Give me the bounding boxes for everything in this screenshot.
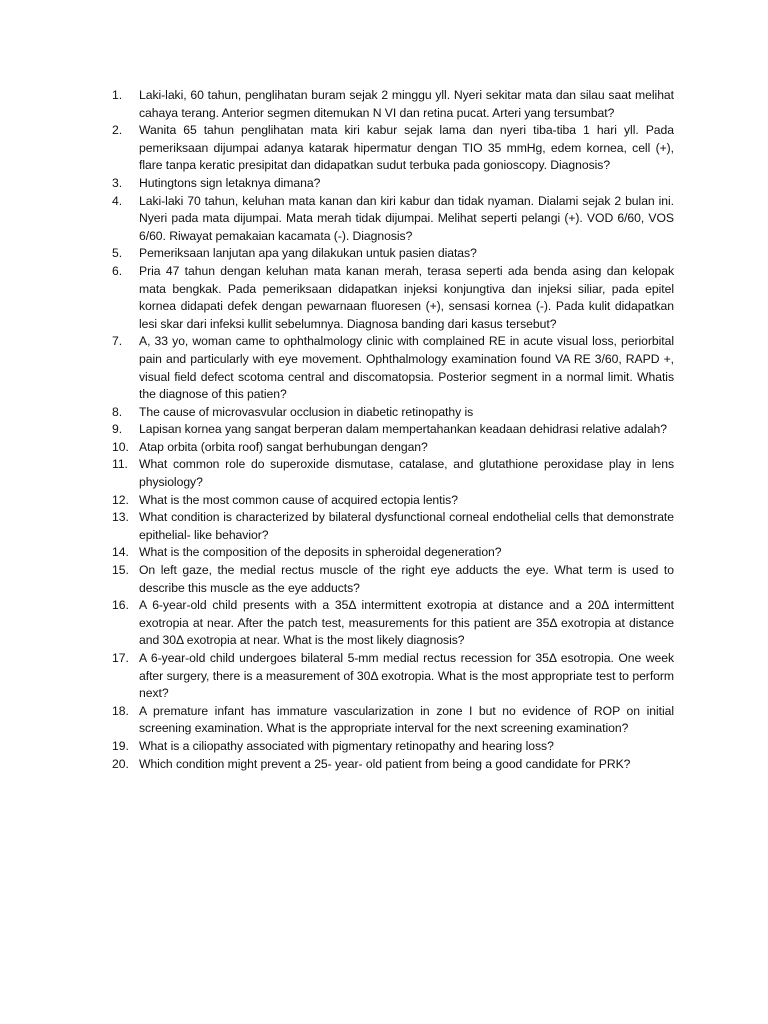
question-number: 6. bbox=[112, 263, 123, 278]
question-item bbox=[112, 492, 674, 510]
question-item bbox=[112, 175, 674, 193]
question-number: 4. bbox=[112, 193, 123, 208]
question-number: 11. bbox=[112, 457, 128, 472]
question-number: 20. bbox=[112, 756, 129, 771]
question-text: What common role do superoxide dismutase, catalase, and glutathione peroxidase play in lens physiology? bbox=[139, 457, 674, 490]
question-item bbox=[112, 650, 674, 703]
question-item bbox=[112, 562, 674, 597]
question-text: Which condition might prevent a 25- year- old patient from being a good candidate for PRK? bbox=[139, 756, 631, 771]
question-number: 14. bbox=[112, 545, 129, 560]
question-text: Lapisan kornea yang sangat berperan dalam mempertahankan keadaan dehidrasi relative adalah? bbox=[139, 422, 667, 437]
question-text: Pria 47 tahun dengan keluhan mata kanan merah, terasa seperti ada benda asing dan kelopak mata bengkak. Pada pemeriksaan didapatkan injeksi konjungtiva dan injeksi siliar, pada epitel kornea didapati defek dengan pewarnaan fluoresen (+), sensasi kornea (-). Pada kulit didapatkan lesi skar dari infeksi kullit sebelumnya. Diagnosa banding dari kasus tersebut? bbox=[139, 263, 674, 331]
question-text: The cause of microvasvular occlusion in diabetic retinopathy is bbox=[139, 404, 474, 419]
question-list bbox=[112, 87, 674, 773]
question-text: What condition is characterized by bilateral dysfunctional corneal endothelial cells that demonstrate epithelial- like behavior? bbox=[139, 510, 674, 542]
question-item bbox=[112, 122, 674, 175]
question-item bbox=[112, 738, 674, 756]
question-text: Laki-laki 70 tahun, keluhan mata kanan dan kiri kabur dan tidak nyaman. Dialami sejak 2 bulan ini. Nyeri pada mata dijumpai. Mata merah tidak dijumpai. Melihat seperti pelangi (+). VOD 6/60, VOS 6/60. Riwayat pemakaian kacamata (-). Diagnosis? bbox=[139, 193, 674, 243]
question-text: Laki-laki, 60 tahun, penglihatan buram sejak 2 minggu yll. Nyeri sekitar mata dan silau saat melihat cahaya terang. Anterior segmen ditemukan N VI dan retina pucat. Arteri yang tersumbat? bbox=[139, 88, 674, 120]
question-item bbox=[112, 404, 674, 422]
question-number: 18. bbox=[112, 703, 129, 718]
question-item bbox=[112, 544, 674, 562]
question-text: What is the composition of the deposits in spheroidal degeneration? bbox=[139, 545, 502, 560]
question-item bbox=[112, 509, 674, 544]
question-text: A premature infant has immature vascularization in zone I but no evidence of ROP on initial screening examination. What is the appropriate interval for the next screening examination? bbox=[139, 703, 674, 736]
question-number: 8. bbox=[112, 404, 123, 419]
question-item bbox=[112, 756, 674, 774]
question-number: 19. bbox=[112, 738, 129, 753]
question-number: 12. bbox=[112, 492, 129, 507]
question-text: What is a ciliopathy associated with pigmentary retinopathy and hearing loss? bbox=[139, 738, 554, 753]
question-number: 5. bbox=[112, 246, 123, 261]
question-item bbox=[112, 333, 674, 403]
question-text: Pemeriksaan lanjutan apa yang dilakukan untuk pasien diatas? bbox=[139, 246, 477, 261]
question-item bbox=[112, 597, 674, 650]
question-text: Atap orbita (orbita roof) sangat berhubungan dengan? bbox=[139, 439, 428, 454]
question-text: A 6-year-old child undergoes bilateral 5-mm medial rectus recession for 35Δ esotropia. One week after surgery, there is a measurement of 30Δ exotropia. What is the most appropriate test to perform next? bbox=[139, 651, 674, 701]
question-item bbox=[112, 87, 674, 122]
question-item bbox=[112, 703, 674, 738]
question-number: 15. bbox=[112, 563, 129, 578]
question-number: 7. bbox=[112, 334, 123, 349]
question-number: 3. bbox=[112, 175, 123, 190]
question-number: 9. bbox=[112, 422, 123, 437]
question-item bbox=[112, 263, 674, 333]
question-number: 1. bbox=[112, 88, 123, 102]
question-number: 17. bbox=[112, 651, 129, 665]
question-number: 10. bbox=[112, 439, 129, 454]
question-text: On left gaze, the medial rectus muscle of the right eye adducts the eye. What term is used to describe this muscle as the eye adducts? bbox=[139, 563, 674, 595]
question-item bbox=[112, 193, 674, 246]
question-text: A 6-year-old child presents with a 35Δ intermittent exotropia at distance and a 20Δ intermittent exotropia at near. After the patch test, measurements for this patient are 35Δ exotropia at distance and 30Δ exotropia at near. What is the most likely diagnosis? bbox=[139, 598, 674, 648]
question-item bbox=[112, 439, 674, 457]
question-text: A, 33 yo, woman came to ophthalmology clinic with complained RE in acute visual loss, periorbital pain and particularly with eye movement. Ophthalmology examination found VA RE 3/60, RAPD +, visual field defect scotoma central and discomatopsia. Posterior segment in a normal limit. Whatis the diagnose of this patien? bbox=[139, 334, 674, 402]
question-number: 16. bbox=[112, 598, 129, 613]
question-number: 13. bbox=[112, 510, 129, 525]
question-text: Wanita 65 tahun penglihatan mata kiri kabur sejak lama dan nyeri tiba-tiba 1 hari yll. Pada pemeriksaan dijumpai adanya katarak hipermatur dengan TIO 35 mmHg, edem kornea, cell (+), flare tanpa keratic presipitat dan didapatkan sudut terbuka pada gonioscopy. Diagnosis? bbox=[139, 123, 674, 173]
question-item bbox=[112, 245, 674, 263]
question-number: 2. bbox=[112, 123, 123, 138]
question-text: What is the most common cause of acquired ectopia lentis? bbox=[139, 492, 458, 507]
question-item bbox=[112, 421, 674, 439]
question-text: Hutingtons sign letaknya dimana? bbox=[139, 175, 321, 190]
question-item bbox=[112, 456, 674, 491]
